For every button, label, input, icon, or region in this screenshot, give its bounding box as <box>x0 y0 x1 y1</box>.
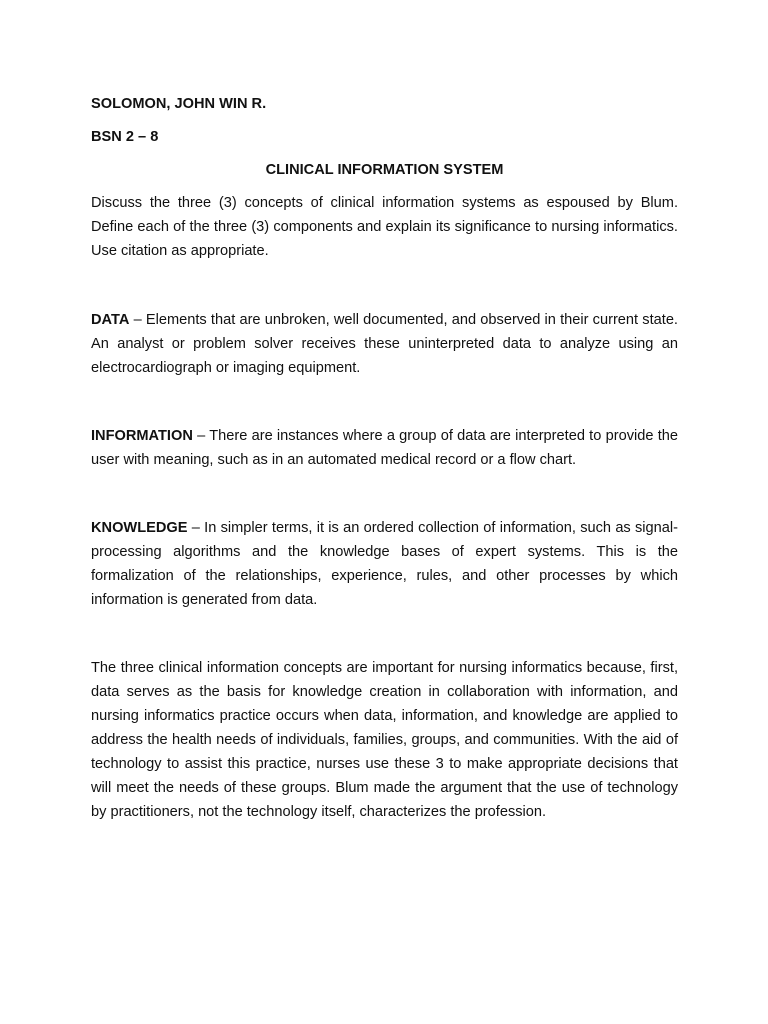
definition-term: KNOWLEDGE <box>91 520 188 536</box>
definition-text: – There are instances where a group of data are interpreted to provide the user with meaning, such as in an automated medical record or a flow chart. <box>91 428 678 468</box>
definition-term: INFORMATION <box>91 428 193 444</box>
student-name: SOLOMON, JOHN WIN R. <box>91 96 267 112</box>
assignment-prompt: Discuss the three (3) concepts of clinical information systems as espoused by Blum. Define each of the three (3) components and explain its significance to nursing informatics. Use citation as appropriate. <box>91 195 678 259</box>
definition-text: – In simpler terms, it is an ordered collection of information, such as signal-processing algorithms and the knowledge bases of expert systems. This is the formalization of the relationships, experience, rules, and other processes by which information is generated from data. <box>91 520 678 608</box>
conclusion-paragraph: The three clinical information concepts are important for nursing informatics because, first, data serves as the basis for knowledge creation in collaboration with information, and nursing informatics practice occurs when data, information, and knowledge are applied to address the health needs of individuals, families, groups, and communities. With the aid of technology to assist this practice, nurses use these 3 to make appropriate decisions that will meet the needs of these groups. Blum made the argument that the use of technology by practitioners, not the technology itself, characterizes the profession. <box>91 660 678 820</box>
document-body <box>91 92 678 824</box>
definition-text: – Elements that are unbroken, well documented, and observed in their current state. An analyst or problem solver receives these uninterpreted data to analyze using an electrocardiograph or imaging equipment. <box>91 312 678 376</box>
section-code: BSN 2 – 8 <box>91 129 159 145</box>
definition-knowledge <box>91 516 678 612</box>
definition-data <box>91 308 678 380</box>
document-title: CLINICAL INFORMATION SYSTEM <box>265 162 504 178</box>
definition-information <box>91 424 678 472</box>
definition-term: DATA <box>91 312 130 328</box>
